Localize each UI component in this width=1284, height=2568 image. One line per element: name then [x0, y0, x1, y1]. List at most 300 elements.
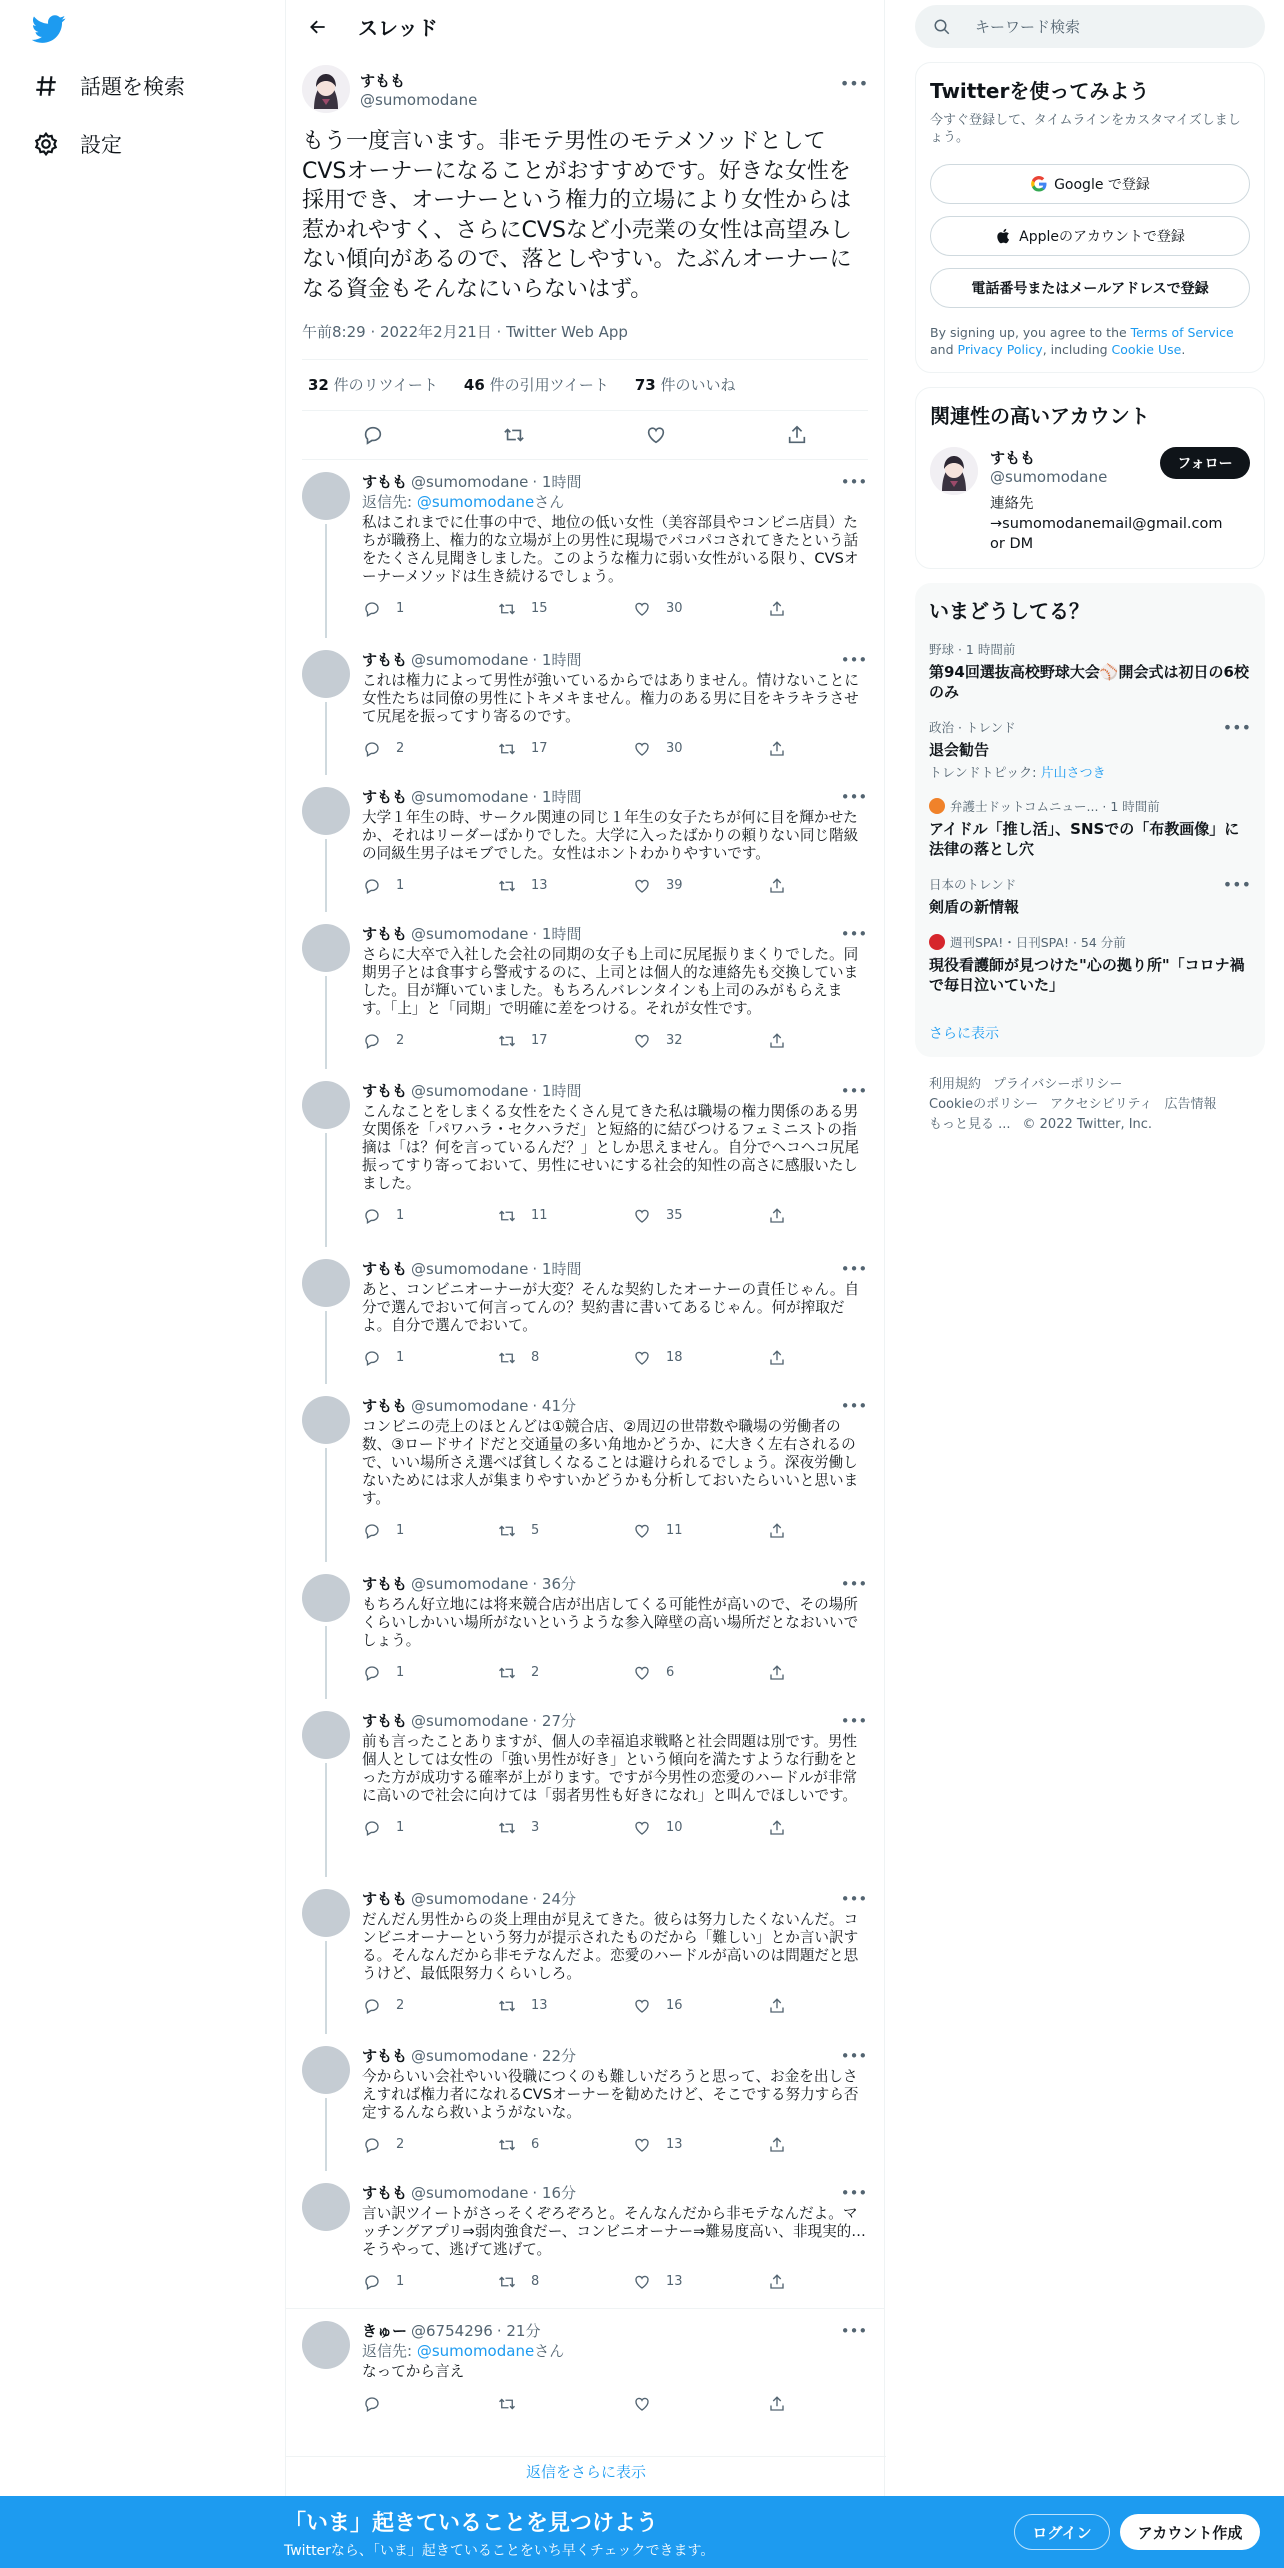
- like-count: 11: [666, 1523, 683, 1539]
- like-button[interactable]: [632, 1663, 767, 1683]
- reply-icon: [362, 2135, 382, 2155]
- author-name[interactable]: きゅー: [362, 2321, 408, 2340]
- like-icon: [632, 1521, 652, 1541]
- author-name[interactable]: すもも: [362, 1711, 408, 1730]
- search-box[interactable]: [915, 5, 1265, 48]
- like-count: 6: [666, 1665, 675, 1681]
- reply-actions: [362, 1514, 868, 1548]
- like-button[interactable]: [632, 1031, 767, 1051]
- thread-line: [325, 1626, 327, 1699]
- share-icon: [767, 1663, 787, 1683]
- reply-to-handle-link[interactable]: @sumomodane: [416, 2341, 535, 2360]
- share-button[interactable]: [767, 1521, 807, 1541]
- author-handle[interactable]: @sumomodane: [411, 1081, 529, 1100]
- tweet-text: もう一度言います。非モテ男性のモテメソッドとしてCVSオーナーになることがおすすめです。好きな女性を採用でき、オーナーという権力的立場により女性からは惹かれやすく、さらにCVSなど小売業の女性は高望みしない傾向があるので、落としやすい。たぶんオーナーになる資金もそんなにいらないはず。: [302, 129, 852, 302]
- share-button[interactable]: [767, 1031, 807, 1051]
- share-button[interactable]: [767, 1206, 807, 1226]
- avatar[interactable]: [302, 1259, 350, 1307]
- reply-button[interactable]: [362, 599, 497, 619]
- phone-email-signup-button[interactable]: 電話番号またはメールアドレスで登録: [930, 268, 1250, 308]
- reply-text: 言い訳ツイートがさっそくぞろぞろと。そんなんだから非モテなんだよ。マッチングアプリ⇒弱肉強食だー、コンビニオーナー⇒難易度高い、非現実的…そうやって、逃げて逃げて。: [362, 2204, 866, 2258]
- more-icon[interactable]: •••: [1222, 718, 1251, 737]
- like-count: 35: [666, 1208, 683, 1224]
- gear-icon: [32, 130, 60, 158]
- share-button[interactable]: [767, 599, 807, 619]
- reply-count: 2: [396, 1033, 405, 1049]
- author-handle[interactable]: @sumomodane: [411, 1574, 529, 1593]
- nav-explore-label: 話題を検索: [80, 75, 185, 99]
- thread-header: [286, 0, 884, 53]
- footer-links: [915, 1075, 1265, 1135]
- banner-title: 「いま」起きていることを見つけよう: [284, 2511, 659, 2536]
- reply-text: もちろん好立地には将来競合店が出店してくる可能性が高いので、その場所くらいしかいい場所がないというような参入障壁の高い場所だとなおいいでしょう。: [362, 1595, 859, 1649]
- thread-line: [325, 1133, 327, 1247]
- share-button[interactable]: [767, 1348, 807, 1368]
- trend-item[interactable]: 日本のトレンド 剣盾の新情報 •••: [929, 875, 1251, 916]
- reply-button[interactable]: [362, 1206, 497, 1226]
- retweet-button[interactable]: [497, 1663, 632, 1683]
- author-name[interactable]: すもも: [362, 1081, 408, 1100]
- reply-text: あと、コンビニオーナーが大変？そんな契約したオーナーの責任じゃん。自分で選んでおいて何言ってんの？契約書に書いてあるじゃん。何が搾取だよ。自分で選んでおいて。: [362, 1280, 860, 1334]
- avatar[interactable]: [302, 787, 350, 835]
- avatar[interactable]: [302, 65, 350, 113]
- author-handle[interactable]: @sumomodane: [411, 924, 529, 943]
- footer-link[interactable]: もっと見る ...: [929, 1117, 1011, 1132]
- retweet-count: 13: [531, 1998, 548, 2014]
- like-count: 18: [666, 1350, 683, 1366]
- footer-link[interactable]: 利用規約: [929, 1077, 982, 1092]
- reply-button[interactable]: [362, 1521, 497, 1541]
- tweet-time[interactable]: · 24分: [532, 1889, 576, 1908]
- more-icon[interactable]: •••: [839, 73, 869, 93]
- reply-count: 2: [396, 1998, 405, 2014]
- like-button[interactable]: [632, 1348, 767, 1368]
- retweet-button[interactable]: [497, 1996, 632, 2016]
- footer-link[interactable]: プライバシーポリシー: [993, 1077, 1123, 1092]
- reply-to-handle-link[interactable]: @sumomodane: [416, 492, 535, 511]
- share-button[interactable]: [767, 2394, 807, 2414]
- retweet-button[interactable]: [497, 876, 632, 896]
- like-icon: [632, 876, 652, 896]
- like-icon: [632, 1663, 652, 1683]
- trend-item[interactable]: 週刊SPA!・日刊SPA! · 54 分前 現役看護師が見つけた"心の拠り所"「コロナ禍で毎日泣いていた」: [929, 935, 1245, 994]
- more-icon[interactable]: •••: [840, 1574, 868, 1593]
- google-signup-button[interactable]: Google で登録: [930, 164, 1250, 204]
- like-count: 39: [666, 878, 683, 894]
- author-handle[interactable]: @sumomodane: [411, 650, 529, 669]
- left-nav: [0, 0, 285, 2496]
- retweet-icon: [497, 1348, 517, 1368]
- reply-button[interactable]: [362, 2272, 497, 2292]
- more-icon[interactable]: •••: [840, 2046, 868, 2065]
- reply-count: 1: [396, 878, 405, 894]
- cookie-use-link[interactable]: Cookie Use: [1111, 342, 1182, 357]
- like-button[interactable]: [632, 1818, 767, 1838]
- avatar[interactable]: [302, 1396, 350, 1444]
- tweet-time[interactable]: · 1時間: [532, 650, 582, 669]
- thread-line: [325, 1448, 327, 1562]
- retweet-icon: [497, 1031, 517, 1051]
- retweet-icon: [497, 2394, 517, 2414]
- retweet-button[interactable]: [497, 1031, 632, 1051]
- share-icon: [767, 2135, 787, 2155]
- like-icon: [632, 1206, 652, 1226]
- retweet-icon: [497, 1521, 517, 1541]
- tweet-time[interactable]: · 36分: [532, 1574, 576, 1593]
- reply-count: 1: [396, 1820, 405, 1836]
- reply-tweet[interactable]: [286, 912, 884, 1069]
- author-name[interactable]: すもも: [362, 2046, 408, 2065]
- reply-text: 前も言ったことありますが、個人の幸福追求戦略と社会問題は別です。男性個人としては女性の「強い男性が好き」という傾向を満たすような行動をとった方が成功する確率が上がります。ですが今男性の恋愛のハードルが非常に高いので社会に向けては「弱者男性も好きになれ」と叫んでほしいです。: [362, 1732, 859, 1804]
- reply-count: 1: [396, 601, 405, 617]
- thread-line: [325, 976, 327, 1069]
- reply-to: 返信先: @sumomodaneさん: [362, 2341, 565, 2360]
- retweet-button[interactable]: [497, 1348, 632, 1368]
- retweet-icon: [497, 1818, 517, 1838]
- reply-button[interactable]: [362, 1031, 497, 1051]
- reply-count: 1: [396, 1350, 405, 1366]
- search-input[interactable]: キーワード検索: [975, 18, 1081, 36]
- reply-tweet[interactable]: [286, 1562, 884, 1699]
- reply-count: 2: [396, 2137, 405, 2153]
- author-name[interactable]: すもも: [362, 650, 408, 669]
- reply-actions: [362, 2387, 868, 2421]
- avatar[interactable]: [302, 650, 350, 698]
- trends-show-more-link[interactable]: さらに表示: [929, 1026, 999, 1042]
- author-handle[interactable]: @sumomodane: [360, 90, 478, 109]
- share-button[interactable]: [767, 1663, 807, 1683]
- reply-tweet[interactable]: [286, 1699, 884, 1877]
- author-name[interactable]: すもも: [362, 2183, 408, 2202]
- like-icon[interactable]: [639, 418, 673, 452]
- retweet-icon: [497, 2272, 517, 2292]
- tweet-time[interactable]: · 1時間: [532, 1259, 582, 1278]
- more-icon[interactable]: •••: [1222, 875, 1251, 894]
- reply-icon: [362, 2394, 382, 2414]
- more-icon[interactable]: •••: [840, 924, 868, 943]
- share-button[interactable]: [767, 2135, 807, 2155]
- tweet-time[interactable]: · 27分: [532, 1711, 576, 1730]
- avatar[interactable]: [302, 1889, 350, 1937]
- avatar[interactable]: [302, 924, 350, 972]
- reply-button[interactable]: [362, 1818, 497, 1838]
- reply-actions: [362, 869, 868, 903]
- reply-count: 1: [396, 2274, 405, 2290]
- share-button[interactable]: [767, 1996, 807, 2016]
- retweet-count[interactable]: 32 件のリツイート: [308, 376, 438, 395]
- retweet-icon: [497, 1206, 517, 1226]
- retweet-button[interactable]: [497, 2135, 632, 2155]
- retweet-count: 5: [531, 1523, 540, 1539]
- retweet-icon: [497, 2135, 517, 2155]
- like-button[interactable]: [632, 1206, 767, 1226]
- share-icon: [767, 1521, 787, 1541]
- like-button[interactable]: [632, 2394, 767, 2414]
- retweet-icon[interactable]: [497, 418, 531, 452]
- reply-tweet[interactable]: [286, 1877, 884, 2034]
- retweet-count: 2: [531, 1665, 540, 1681]
- reply-list: [286, 460, 884, 2458]
- author-handle[interactable]: @sumomodane: [411, 2046, 529, 2065]
- related-name[interactable]: すもも: [990, 449, 1036, 467]
- tweet-time[interactable]: · 16分: [532, 2183, 576, 2202]
- follow-button[interactable]: フォロー: [1160, 447, 1250, 479]
- nav-settings[interactable]: [32, 116, 122, 172]
- avatar[interactable]: [930, 447, 978, 495]
- reply-icon: [362, 739, 382, 759]
- like-count: 13: [666, 2274, 683, 2290]
- login-button[interactable]: ログイン: [1014, 2514, 1110, 2550]
- avatar[interactable]: [302, 2321, 350, 2369]
- reply-icon: [362, 1348, 382, 1368]
- reply-actions: [362, 2265, 868, 2299]
- reply-count: 1: [396, 1665, 405, 1681]
- quote-count[interactable]: 46 件の引用ツイート: [463, 376, 609, 395]
- share-button[interactable]: [767, 739, 807, 759]
- tweet-time[interactable]: · 1時間: [532, 1081, 582, 1100]
- tweet-time[interactable]: · 41分: [532, 1396, 576, 1415]
- author-name[interactable]: すもも: [362, 924, 408, 943]
- author-handle[interactable]: @6754296: [411, 2321, 493, 2340]
- avatar[interactable]: [302, 1081, 350, 1129]
- like-icon: [632, 1348, 652, 1368]
- privacy-policy-link[interactable]: Privacy Policy: [957, 342, 1043, 357]
- trend-item[interactable]: 政治 · トレンド 退会勧告 トレンドトピック: 片山さつき •••: [929, 718, 1251, 781]
- footer-link[interactable]: 広告情報: [1164, 1097, 1217, 1112]
- retweet-count: 17: [531, 741, 548, 757]
- reply-actions: [362, 1989, 868, 2023]
- reply-button[interactable]: [362, 1996, 497, 2016]
- reply-actions: [362, 1341, 868, 1375]
- like-icon: [632, 2272, 652, 2292]
- reply-tweet[interactable]: [286, 2171, 884, 2308]
- share-icon: [767, 2394, 787, 2414]
- author-handle[interactable]: @sumomodane: [411, 787, 529, 806]
- trend-item[interactable]: 弁護士ドットコムニュー... · 1 時間前 アイドル「推し活」、SNSでの「布教画像」に法律の落とし穴: [929, 799, 1240, 858]
- retweet-button[interactable]: [497, 1818, 632, 1838]
- reply-button[interactable]: [362, 2135, 497, 2155]
- signup-title: Twitterを使ってみよう: [930, 79, 1150, 103]
- share-icon: [767, 1818, 787, 1838]
- avatar[interactable]: [302, 472, 350, 520]
- share-button[interactable]: [767, 2272, 807, 2292]
- author-handle[interactable]: @sumomodane: [411, 1711, 529, 1730]
- signup-button[interactable]: アカウント作成: [1120, 2514, 1260, 2550]
- thread-line: [325, 2098, 327, 2171]
- reply-text: コンビニの売上のほとんどは①競合店、②周辺の世帯数や職場の労働者の数、③ロードサイドだと交通量の多い角地かどうか、に大きく左右されるので、いい場所さえ選べば貧しくなることは避けられるでしょう。深夜労働しないためには求人が集まりやすいかどうかも分析しておいたらいいと思います。: [362, 1417, 859, 1507]
- apple-icon: [995, 227, 1013, 245]
- more-icon[interactable]: •••: [840, 1396, 868, 1415]
- reply-actions: [362, 1656, 868, 1690]
- retweet-count: 3: [531, 1820, 540, 1836]
- back-arrow-icon[interactable]: [300, 9, 336, 45]
- author-name[interactable]: すもも: [362, 1889, 408, 1908]
- share-icon: [767, 1348, 787, 1368]
- reply-tweet[interactable]: [286, 2308, 884, 2458]
- author-handle[interactable]: @sumomodane: [411, 1396, 529, 1415]
- focused-tweet: [286, 53, 884, 460]
- reply-actions: [362, 1024, 868, 1058]
- retweet-button[interactable]: [497, 599, 632, 619]
- like-icon: [632, 1996, 652, 2016]
- reply-tweet[interactable]: [286, 638, 884, 775]
- more-icon[interactable]: •••: [840, 787, 868, 806]
- reply-button[interactable]: [362, 739, 497, 759]
- reply-button[interactable]: [362, 1663, 497, 1683]
- reply-tweet[interactable]: [286, 460, 884, 638]
- reply-tweet[interactable]: [286, 1247, 884, 1384]
- retweet-button[interactable]: [497, 739, 632, 759]
- nav-explore[interactable]: [32, 58, 185, 114]
- thread-line: [325, 1763, 327, 1877]
- search-icon: [933, 17, 953, 37]
- retweet-count: 8: [531, 1350, 540, 1366]
- like-button[interactable]: [632, 739, 767, 759]
- footer-link[interactable]: アクセシビリティ: [1050, 1097, 1153, 1112]
- like-count: 16: [666, 1998, 683, 2014]
- more-icon[interactable]: •••: [840, 1711, 868, 1730]
- reply-count: 1: [396, 1523, 405, 1539]
- like-icon: [632, 1818, 652, 1838]
- retweet-button[interactable]: [497, 1206, 632, 1226]
- footer-link[interactable]: Cookieのポリシー: [929, 1097, 1039, 1112]
- share-button[interactable]: [767, 876, 807, 896]
- like-button[interactable]: [632, 876, 767, 896]
- like-button[interactable]: [632, 2135, 767, 2155]
- like-count[interactable]: 73 件のいいね: [634, 376, 736, 395]
- retweet-icon: [497, 739, 517, 759]
- nav-settings-label: 設定: [80, 133, 122, 157]
- author-name[interactable]: すもも: [362, 787, 408, 806]
- like-count: 32: [666, 1033, 683, 1049]
- trend-topic-link[interactable]: 片山さつき: [1040, 766, 1106, 781]
- reply-icon: [362, 1663, 382, 1683]
- retweet-count: 8: [531, 2274, 540, 2290]
- copyright: © 2022 Twitter, Inc.: [1022, 1117, 1153, 1132]
- reply-tweet[interactable]: [286, 1069, 884, 1247]
- tweet-time[interactable]: · 21分: [496, 2321, 541, 2340]
- reply-to: 返信先: @sumomodaneさん: [362, 492, 565, 511]
- author-handle[interactable]: @sumomodane: [411, 1259, 529, 1278]
- author-handle[interactable]: @sumomodane: [411, 1889, 529, 1908]
- news-source-icon: [929, 934, 945, 950]
- avatar[interactable]: [302, 1711, 350, 1759]
- more-icon[interactable]: •••: [840, 1259, 868, 1278]
- reply-text: なってから言え: [362, 2362, 465, 2380]
- avatar[interactable]: [302, 2046, 350, 2094]
- like-count: 30: [666, 601, 683, 617]
- show-more-replies-link[interactable]: 返信をさらに表示: [286, 2456, 886, 2486]
- reply-tweet[interactable]: [286, 775, 884, 912]
- like-button[interactable]: [632, 599, 767, 619]
- reply-icon: [362, 1206, 382, 1226]
- retweet-icon: [497, 1663, 517, 1683]
- reply-icon: [362, 1818, 382, 1838]
- reply-button[interactable]: [362, 1348, 497, 1368]
- like-count: 30: [666, 741, 683, 757]
- retweet-icon: [497, 1996, 517, 2016]
- thread-line: [325, 1941, 327, 2034]
- signup-banner: [0, 2496, 1284, 2568]
- reply-button[interactable]: [362, 2394, 497, 2414]
- thread-line: [325, 524, 327, 638]
- page-title: スレッド: [358, 16, 438, 40]
- like-button[interactable]: [632, 2272, 767, 2292]
- reply-button[interactable]: [362, 876, 497, 896]
- more-icon[interactable]: •••: [840, 650, 868, 669]
- share-icon: [767, 876, 787, 896]
- like-button[interactable]: [632, 1996, 767, 2016]
- tweet-time[interactable]: · 22分: [532, 2046, 576, 2065]
- terms-of-service-link[interactable]: Terms of Service: [1130, 325, 1234, 340]
- trend-item[interactable]: 野球 · 1 時間前 第94回選抜高校野球大会⚾開会式は初日の6校のみ: [929, 642, 1249, 701]
- tweet-timestamp[interactable]: 午前8:29 · 2022年2月21日 · Twitter Web App: [302, 322, 628, 341]
- more-icon[interactable]: •••: [840, 1081, 868, 1100]
- more-icon[interactable]: •••: [840, 1889, 868, 1908]
- more-icon[interactable]: •••: [840, 2321, 868, 2340]
- related-handle[interactable]: @sumomodane: [990, 468, 1108, 486]
- reply-count: 2: [396, 741, 405, 757]
- trends-card: [915, 583, 1265, 1057]
- main-column: [285, 0, 885, 2496]
- more-icon[interactable]: •••: [840, 2183, 868, 2202]
- author-handle[interactable]: @sumomodane: [411, 472, 529, 491]
- author-name[interactable]: すもも: [362, 1574, 408, 1593]
- retweet-button[interactable]: [497, 2394, 632, 2414]
- author-name[interactable]: すもも: [362, 1259, 408, 1278]
- reply-actions: [362, 592, 868, 626]
- tweet-actions: [302, 411, 868, 460]
- reply-text: だんだん男性からの炎上理由が見えてきた。彼らは努力したくないんだ。コンビニオーナーという努力が提示されたものだから「難しい」とか言い訳する。そんなんだから非モテなんだよ。恋愛のハードルが高いのは問題だと思うけど、最低限努力くらいしろ。: [362, 1910, 859, 1982]
- share-icon[interactable]: [780, 418, 814, 452]
- like-button[interactable]: [632, 1521, 767, 1541]
- avatar[interactable]: [302, 2183, 350, 2231]
- more-icon[interactable]: •••: [840, 472, 868, 491]
- share-icon: [767, 1206, 787, 1226]
- news-source-icon: [929, 798, 945, 814]
- like-icon: [632, 2135, 652, 2155]
- avatar[interactable]: [302, 1574, 350, 1622]
- reply-icon: [362, 599, 382, 619]
- twitter-logo-icon[interactable]: [32, 12, 66, 46]
- banner-subtitle: Twitterなら、「いま」起きていることをいち早くチェックできます。: [284, 2543, 715, 2559]
- reply-tweet[interactable]: [286, 1384, 884, 1562]
- reply-icon: [362, 2272, 382, 2292]
- tweet-time[interactable]: · 1時間: [532, 472, 582, 491]
- author-name[interactable]: すもも: [362, 1396, 408, 1415]
- author-name[interactable]: すもも: [360, 71, 406, 90]
- related-accounts-card: [915, 387, 1265, 569]
- reply-icon[interactable]: [356, 418, 390, 452]
- reply-text: さらに大卒で入社した会社の同期の女子も上司に尻尾振りまくりでした。同期男子とは食事すら警戒するのに、上司とは個人的な連絡先も交換していました。目が輝いていました。もちろんバレンタインも上司のみがもらえます。「上」と「同期」で明確に差をつける。それが女性です。: [362, 945, 859, 1017]
- apple-signup-button[interactable]: Appleのアカウントで登録: [930, 216, 1250, 256]
- thread-line: [325, 839, 327, 912]
- author-name[interactable]: すもも: [362, 472, 408, 491]
- like-icon: [632, 1031, 652, 1051]
- reply-tweet[interactable]: [286, 2034, 884, 2171]
- retweet-button[interactable]: [497, 1521, 632, 1541]
- reply-icon: [362, 1521, 382, 1541]
- share-button[interactable]: [767, 1818, 807, 1838]
- reply-text: これは権力によって男性が強いているからではありません。情けないことに女性たちは同僚の男性にトキメキません。権力のある男に目をキラキラさせて尻尾を振ってすり寄るのです。: [362, 671, 859, 725]
- retweet-icon: [497, 599, 517, 619]
- related-account[interactable]: [930, 447, 1250, 554]
- tweet-time[interactable]: · 1時間: [532, 924, 582, 943]
- retweet-button[interactable]: [497, 2272, 632, 2292]
- tweet-time[interactable]: · 1時間: [532, 787, 582, 806]
- thread-line: [325, 702, 327, 775]
- author-handle[interactable]: @sumomodane: [411, 2183, 529, 2202]
